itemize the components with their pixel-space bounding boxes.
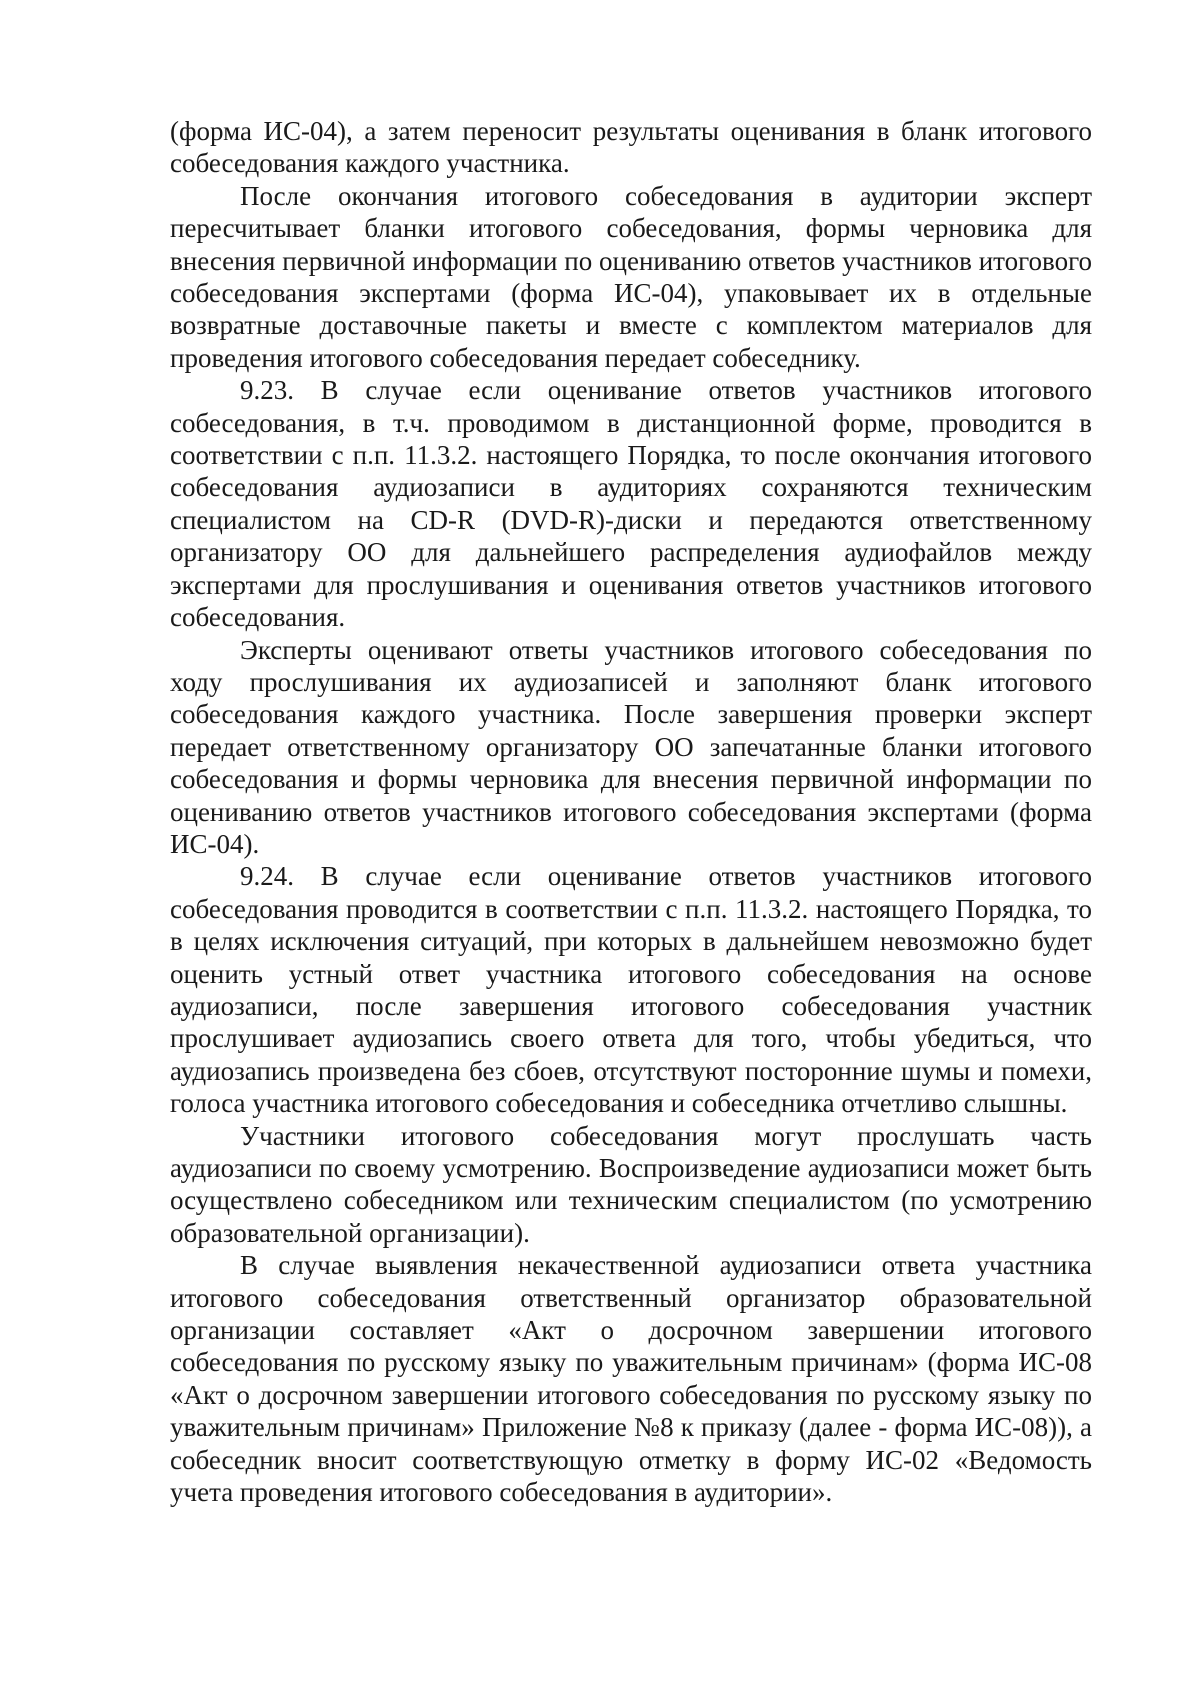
paragraph-poor-recording: В случае выявления некачественной аудиозаписи ответа участника итогового собеседования ответственный организатор образовательной организации составляет «Акт о досрочном завершении итогового собеседования по русскому языку по уважительным причинам» (форма ИС-08 «Акт о досрочном завершении итогового собеседования по русскому языку по уважительным причинам» Приложение №8 к приказу (далее - форма ИС-08)), а собеседник вносит соответствующую отметку в форму ИС-02 «Ведомость учета проведения итогового собеседования в аудитории». — [170, 1250, 1092, 1508]
paragraph-9-24: 9.24. В случае если оценивание ответов участников итогового собеседования проводится в соответствии с п.п. 11.3.2. настоящего Порядка, то в целях исключения ситуаций, при которых в дальнейшем невозможно будет оценить устный ответ участника итогового собеседования на основе аудиозаписи, после завершения итогового собеседования участник прослушивает аудиозапись своего ответа для того, чтобы убедиться, что аудиозапись произведена без сбоев, отсутствуют посторонние шумы и помехи, голоса участника итогового собеседования и собеседника отчетливо слышны. — [170, 861, 1092, 1119]
paragraph-continuation: (форма ИС-04), а затем переносит результаты оценивания в бланк итогового собеседования каждого участника. — [170, 116, 1092, 179]
paragraph-participants-listen: Участники итогового собеседования могут прослушать часть аудиозаписи по своему усмотрению. Воспроизведение аудиозаписи может быть осуществлено собеседником или техническим специалистом (по усмотрению образовательной организации). — [170, 1120, 1092, 1248]
paragraph-9-23: 9.23. В случае если оценивание ответов участников итогового собеседования, в т.ч. проводимом в дистанционной форме, проводится в соответствии с п.п. 11.3.2. настоящего Порядка, то после окончания итогового собеседования аудиозаписи в аудиториях сохраняются техническим специалистом на CD-R (DVD-R)-диски и передаются ответственному организатору ОО для дальнейшего распределения аудиофайлов между экспертами для прослушивания и оценивания ответов участников итогового собеседования. — [170, 375, 1092, 633]
paragraph-experts-evaluate: Эксперты оценивают ответы участников итогового собеседования по ходу прослушивания их аудиозаписей и заполняют бланк итогового собеседования каждого участника. После завершения проверки эксперт передает ответственному организатору ОО запечатанные бланки итогового собеседования и формы черновика для внесения первичной информации по оцениванию ответов участников итогового собеседования экспертами (форма ИС-04). — [170, 634, 1092, 859]
paragraph-after-interview: После окончания итогового собеседования в аудитории эксперт пересчитывает бланки итогового собеседования, формы черновика для внесения первичной информации по оцениванию ответов участников итогового собеседования экспертами (форма ИС-04), упаковывает их в отдельные возвратные доставочные пакеты и вместе с комплектом материалов для проведения итогового собеседования передает собеседнику. — [170, 180, 1092, 373]
document-body — [170, 115, 1092, 1508]
